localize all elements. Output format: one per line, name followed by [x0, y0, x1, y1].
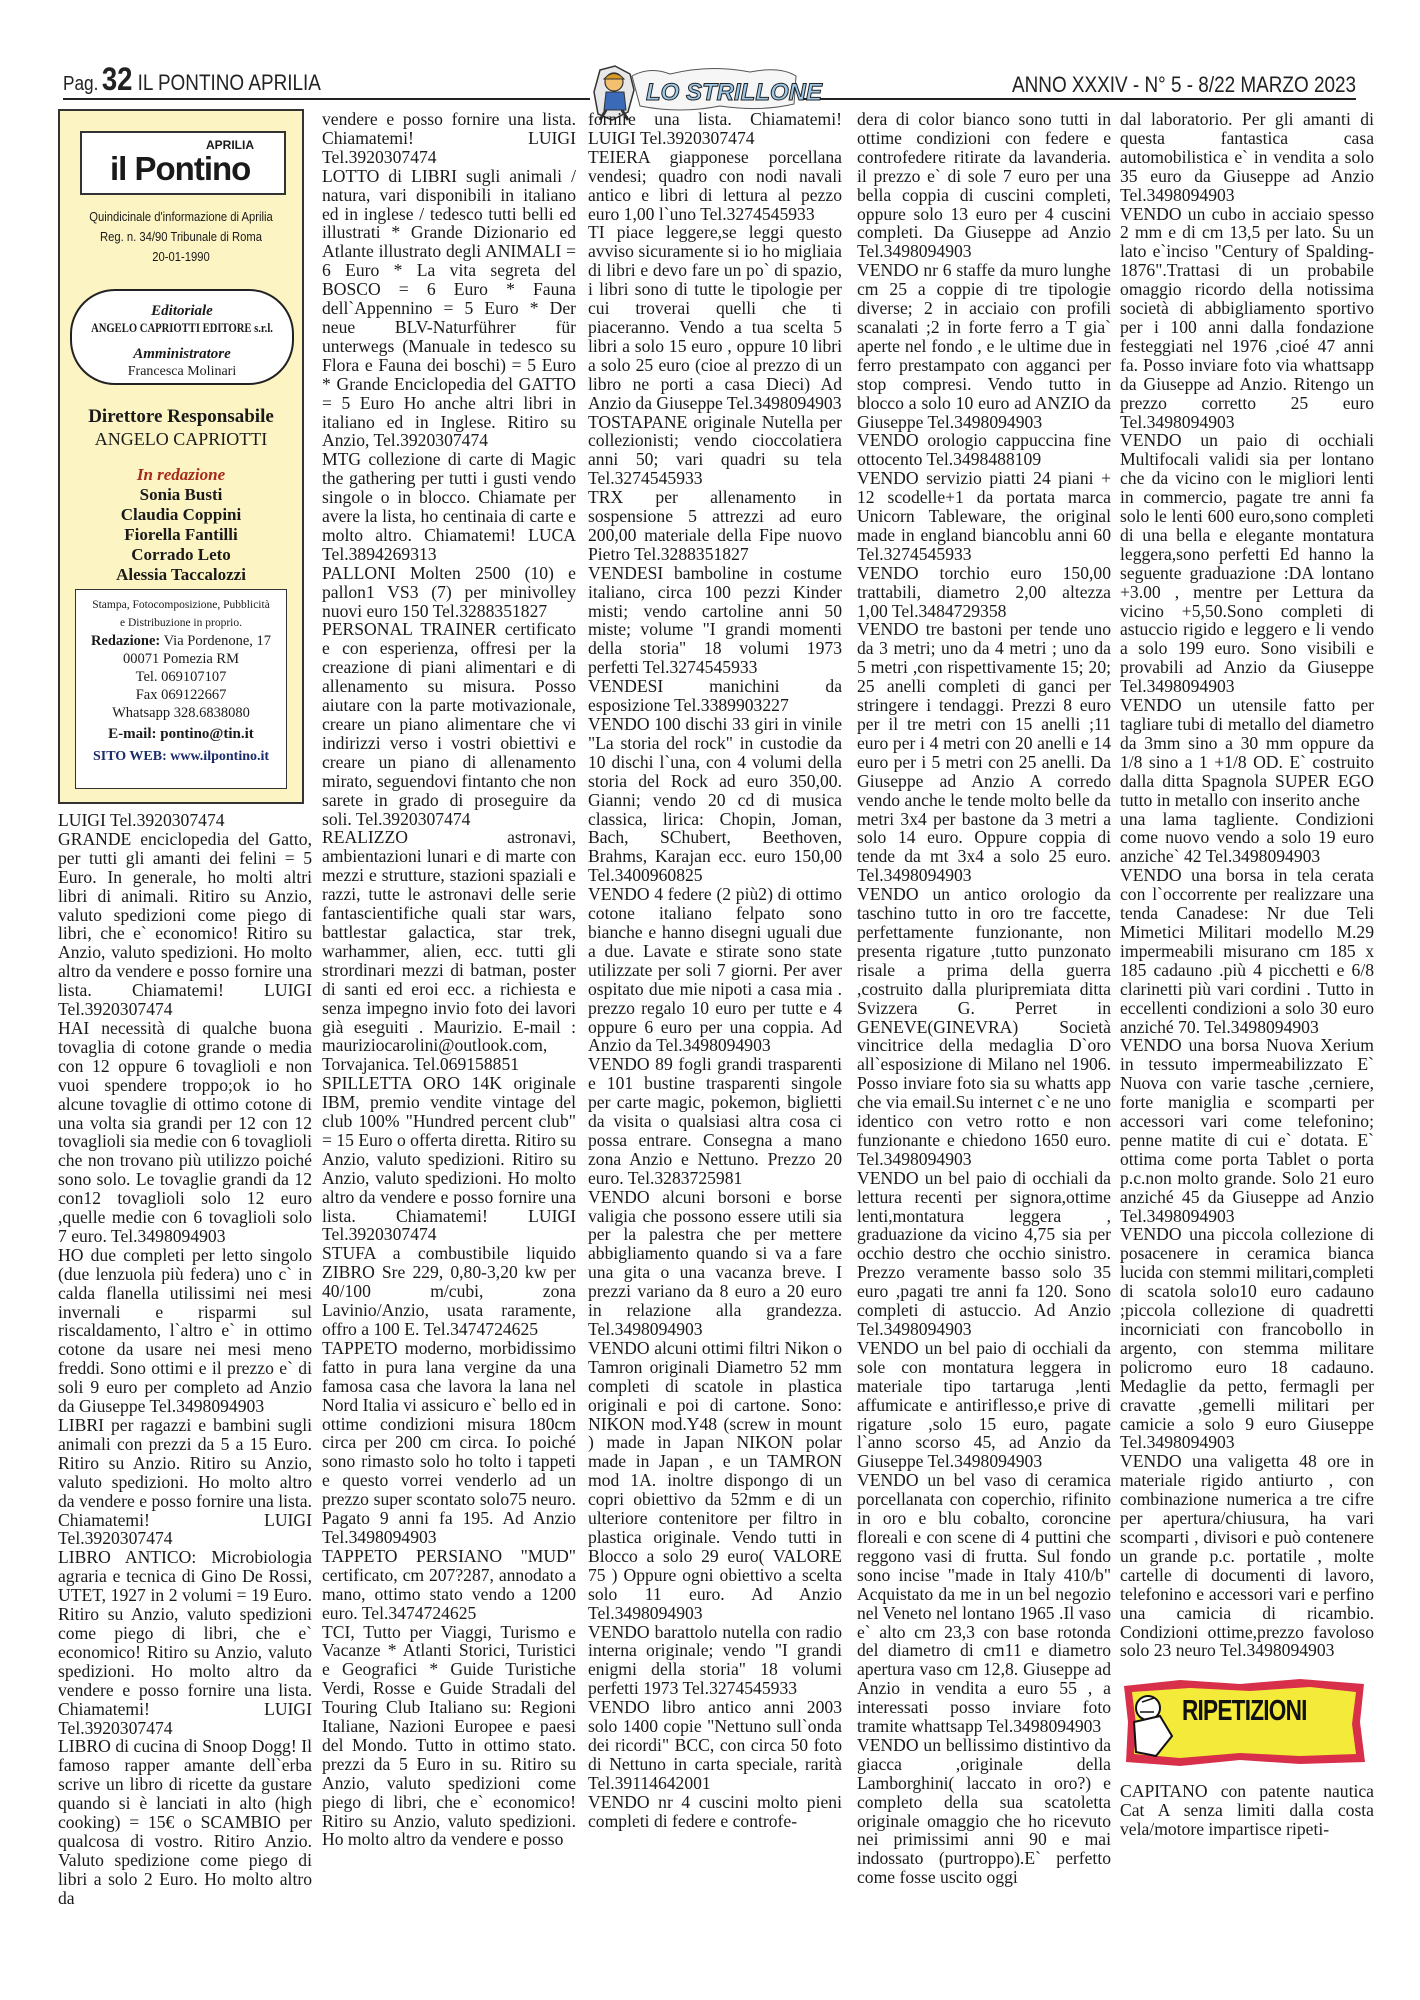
classified-ad: fornire una lista. Chiamatemi! LUIGI Tel.3920307474 [588, 109, 842, 148]
director-label: Direttore Responsabile [88, 406, 274, 427]
publication-name: IL PONTINO APRILIA [137, 70, 321, 95]
newspaper-title-box [80, 131, 286, 195]
classified-ad: VENDO alcuni borsoni e borse valigia che possono essere utili sia per la palestra che per mettere abbigliamento quando si va a fare una gita o una vacanza breve. I prezzi variano da 8 euro a 20 euro in relazione alla grandezza. Tel.3498094903 [588, 1186, 842, 1339]
print-line: e Distribuzione in proprio. [119, 617, 242, 629]
classified-ad: VENDO nr 6 staffe da muro lunghe cm 25 a coppie di tre tipologie diverse; 2 in acciaio con profili scanalati ;2 in forte ferro a T gia` aperte nel fondo , e le ultime due in ferro prestampato con agganci per stop compresi. Vendo tutto in blocco a solo 10 euro ad ANZIO da Giuseppe Tel.3498094903 [857, 260, 1111, 432]
info-line: Quindicinale d'informazione di Aprilia [89, 210, 273, 224]
ripetizioni-label: RIPETIZIONI [1182, 1695, 1307, 1728]
masthead-title: il Pontino [110, 150, 251, 187]
classified-ad: VENDO un cubo in acciaio spesso 2 mm e di cm 13,5 per lato. Su un lato e`inciso "Century of Spalding-1876".Trattasi di un probabile omaggio ricordo della notissima società di abbigliamento sportivo per i 100 anni dalla fondazione festeggiati nel 1976 ,cioé 47 anni fa. Posso inviare foto via whattsapp da Giuseppe ad Anzio. Ritengo un prezzo corretto 25 euro Tel.3498094903 [1120, 203, 1374, 432]
whatsapp: Whatsapp 328.6838080 [112, 705, 250, 721]
classified-ad: dera di color bianco sono tutti in ottime condizioni con federe e controfedere ritirate da lavanderia. il prezzo e` di sole 7 euro per una bella coppia di cuscini completi, oppure solo 13 euro per 4 cuscini completi. Da Giuseppe ad Anzio Tel.3498094903 [857, 109, 1111, 262]
publisher-oval [70, 289, 294, 385]
classified-ad: dal laboratorio. Per gli amanti di questa fantastica casa automobilistica e` in vendita a solo 35 euro da Giuseppe ad Anzio Tel.3498094903 [1120, 109, 1374, 205]
ripetizioni-banner [1120, 1676, 1368, 1768]
admin-label: Amministratore [133, 346, 231, 362]
classified-ad: TCI, Tutto per Viaggi, Turismo e Vacanze * Atlanti Storici, Turistici e Geografici * Guide Turistiche Verdi, Rosse e Guide Stradali del Touring Club Italiano su: Regioni Italiane, Nazioni Europee e paesi del Mondo. Tutto in ottimo stato. prezzi da 5 Euro in su. Ritiro su Anzio, valuto spedizioni come piego di libri, che e` economico! Ritiro su Anzio, valuto spedizioni. Ho molto altro da vendere e posso [322, 1621, 576, 1850]
email-link[interactable]: E-mail: pontino@tin.it [108, 726, 254, 742]
staff-list [60, 485, 302, 585]
classified-ad: HO due completi per letto singolo (due lenzuola più federa) uno c` in calda flanella utilissimi nei mesi invernali e risparmi sul riscaldamento, l`altro e` in ottimo cotone da usare nei mesi meno freddi. Sono ottimi e il prezzo e` di soli 9 euro per completo ad Anzio da Giuseppe Tel.3498094903 [58, 1244, 312, 1417]
classified-ad: TI piace leggere,se leggi questo avviso sicuramente si io ho migliaia di libri e devo fare un po` di spazio, i libri sono di tutte le tipologie per cui troverai quelli che ti piaceranno. Vendo a tua scelta 5 libri a solo 15 euro , oppure 10 libri a solo 25 euro (cioe al prezzo di un libro ne porti a casa Dieci) Ad Anzio da Giuseppe Tel.3498094903 [588, 222, 842, 413]
column-5-ads [1120, 110, 1374, 1660]
masthead-box [58, 109, 304, 804]
staff-member: Sonia Busti [139, 485, 223, 504]
redazione-address: Via Pordenone, 17 [163, 633, 272, 649]
masthead-city: APRILIA [206, 138, 254, 152]
classified-ad: HAI necessità di qualche buona tovaglia di cotone grande o media con 12 oppure 6 tovaglioli e non vuoi spendere troppo;ok io ho alcune tovaglie di ottimo cotone di una volta sia grandi per 12 con 12 tovaglioli sia medie con 6 tovaglioli che non trovano più utilizzo poiché sono solo. Le tovaglie grandi da 12 con12 tovaglioli solo 12 euro ,quelle medie con 6 tovaglioli solo 7 euro. Tel.3498094903 [58, 1017, 312, 1246]
staff-label: In redazione [136, 465, 226, 484]
classified-ad: SPILLETTA ORO 14K originale IBM, premio vendite vintage del club 100% "Hundred percent club" = 15 Euro o offerta diretta. Ritiro su Anzio, valuto spedizioni. Ritiro su Anzio, valuto spedizioni. Ho molto altro da vendere e posso fornire una lista. Chiamatemi! LUIGI Tel.3920307474 [322, 1073, 576, 1245]
column-3 [588, 110, 842, 1830]
staff-member: Corrado Leto [131, 545, 231, 564]
director-name: ANGELO CAPRIOTTI [94, 429, 268, 449]
classified-ad: TOSTAPANE originale Nutella per collezionisti; vendo cioccolatiera anni 50; vari quadri su tela Tel.3274545933 [588, 411, 842, 489]
classified-ad: VENDO 100 dischi 33 giri in vinile "La storia del rock" in custodie da 10 dischi l`una, con 4 volumi della storia del Rock ad euro 350,00. Gianni; vendo 20 cd di musica classica, lirica: Chopin, Joman, Bach, SChubert, Beethoven, Brahms, Karajan ecc. euro 150,00 Tel.3400960825 [588, 714, 842, 886]
column-2 [322, 110, 576, 1849]
admin-name: Francesca Molinari [127, 364, 237, 379]
classified-ad: VENDO orologio cappuccina fine ottocento Tel.3498488109 [857, 430, 1111, 470]
editorial-label: Editoriale [151, 303, 213, 319]
classified-ad: VENDO 89 fogli grandi trasparenti e 101 bustine trasparenti singole per carte magic, pokemon, biglietti da visita o qualsiasi altra cosa ci possa entrare. Consegna a mano zona Anzio e Nettuno. Prezzo 20 euro. Tel.3283725981 [588, 1054, 842, 1188]
editorial-name: ANGELO CAPRIOTTI EDITORE s.r.l. [91, 321, 273, 335]
redazione-label: Redazione: [90, 633, 161, 649]
classified-ad: VENDO un antico orologio da taschino tutto in oro tre faccette, perfettamente funzionante, non presenta rigature ,tutto punzonato risale a prima della guerra ,costruito dalla pluripremiata ditta Svizzera G. Perret in GENEVE(GINEVRA) Società vincitrice della medaglia D`oro all`esposizione di Milano nel 1906. Posso inviare foto sia su whatts app che via email.Su internet c`e ne uno identico con vetro rotto e non funzionante e chiedono 1650 euro. Tel.3498094903 [857, 884, 1111, 1169]
classified-ad: TRX per allenamento in sospensione 5 attrezzi ad euro 200,00 materiale della Fipe nuovo Pietro Tel.3288351827 [588, 487, 842, 564]
classified-ad: REALIZZO astronavi, ambientazioni lunari e di marte con mezzi e strutture, stazioni spaziali e razzi, tutte le astronavi delle serie fantascientifiche quali star wars, battlestar galactica, star trek, warhammer, alien, ecc. tutti gli strordinari mezzi di batman, poster di santi ed eroi ecc. a richiesta e senza impegno invio foto dei lavori già eseguiti . Maurizio. E-mail : mauriziocarolini@outlook.com, Torvajanica. Tel.069158851 [322, 827, 576, 1075]
classified-ad: VENDO un bel paio di occhiali da sole con montatura leggera in materiale tipo tartaruga ,lenti affumicate e antiriflesso,e prive di rigature ,solo 15 euro, pagate l`anno scorso 45, ad Anzio da Giuseppe Tel.3498094903 [857, 1337, 1111, 1472]
classified-ad: LIBRO di cucina di Snoop Dogg! Il famoso rapper amante dell`erba scrive un libro di ricette da gustare quando si è lanciati in alto (high cooking) = 15€ o SCAMBIO per qualcosa di vostro. Ritiro Anzio. Valuto spedizione come piego di libri a solo 2 Euro. Ho molto altro da [58, 1736, 312, 1908]
classified-ad: MTG collezione di carte di Magic the gathering per tutti i gusti vendo singole o in blocco. Chiamate per avere la lista, ho centinaia di carte e molto altro. Chiamatemi! LUCA Tel.3894269313 [322, 449, 576, 564]
info-line: 20-01-1990 [152, 250, 210, 264]
classified-ad: LIBRI per ragazzi e bambini sugli animali con prezzi da 5 a 15 Euro. Ritiro su Anzio. Ritiro su Anzio, valuto spedizioni. Ho molto altro da vendere e posso fornire una lista. Chiamatemi! LUIGI Tel.3920307474 [58, 1415, 312, 1549]
classified-ad: VENDO tre bastoni per tende uno da 3 metri; uno da 4 metri ; uno da 5 metri ,con rispettivamente 15; 20; 25 anelli completi di ganci per stringere i tendaggi. Prezzi 8 euro per il tre metri con 15 anelli ;11 euro per i 4 metri con 20 anelli e 14 euro per i 5 metri con 25 anelli. Da Giuseppe ad Anzio A corredo vendo anche le tende molto belle da metri 3x4 per bastone da 3 metri a solo 14 euro. Oppure coppia di tende da mt 3x4 a solo 25 euro. Tel.3498094903 [857, 619, 1111, 886]
column-5 [1120, 110, 1374, 1839]
classified-ad: LOTTO di LIBRI sugli animali / natura, vari disponibili in italiano ed in inglese / tedesco tutti belli ed illustrati * Grande Dizionario ed Atlante illustrato degli ANIMALI = 6 Euro * La vita segreta del BOSCO = 6 Euro * Fauna dell`Appennino = 5 Euro * Der neue BLV-Naturführer für unterwegs (Manuale in tedesco su Flora e Fauna dei boschi) = 5 Euro * Grande Enciclopedia del GATTO = 5 Euro Ho anche altri libri in italiano ed in Inglese. Ritiro su Anzio, Tel.3920307474 [322, 165, 576, 451]
director-block [60, 405, 302, 451]
classified-ad: VENDESI bamboline in costume italiano, circa 100 pezzi Kinder misti; vendo cartoline anni 50 miste; volume "I grandi momenti della storia" 18 volumi 1973 perfetti Tel.3274545933 [588, 562, 842, 678]
classified-ad: TAPPETO PERSIANO "MUD" certificato, cm 207?287, annodato a mano, ottimo stato vendo a 1200 euro. Tel.3474724625 [322, 1545, 576, 1623]
registration-info [72, 207, 290, 267]
classified-ad: LUIGI Tel.3920307474 [58, 810, 225, 830]
city-line: 00071 Pomezia RM [123, 651, 239, 667]
website-link[interactable]: SITO WEB: www.ilpontino.it [92, 749, 270, 764]
contacts-box [75, 589, 287, 789]
classified-ad: VENDO una piccola collezione di posacenere in ceramica bianca lucida con stemmi militari,completi di scatola solo10 euro cadauno ;piccola collezione di quadretti incorniciati con francobollo in argento, con stemma militare policromo euro 18 cadauno. Medaglie da petto, fermagli per cravatte ,gemelli militari per camicie a solo 9 euro Giuseppe Tel.3498094903 [1120, 1224, 1374, 1453]
classified-ad: VENDO libro antico anni 2003 solo 1400 copie "Nettuno sull`onda dei ricordi" BCC, con circa 50 foto di Nettuno in carta speciale, rarità Tel.39114642001 [588, 1697, 842, 1793]
fax: Fax 069122667 [135, 687, 227, 703]
classified-ad: VENDO una valigetta 48 ore in materiale rigido antiurto , con combinazione numerica a tre cifre per apertura/chiusura, ha vari scomparti , divisori e può contenere un grande p.c. portatile , molte cartelle di documenti di lavoro, telefonino e accessori vari e perfino una camicia di ricambio. Condizioni ottime,prezzo favoloso solo 23 neuro Tel.3498094903 [1120, 1451, 1374, 1661]
classified-ad: TAPPETO moderno, morbidissimo fatto in pura lana vergine da una famosa casa che lavora la lana nel Nord Italia vi assicuro e` bello ed in ottime condizioni misura 180cm circa per 200 cm circa. Io poiché sono rimasto solo ho tolto i tappeti e questo vorrei venderlo ad un prezzo super scontato solo75 neuro. Pagato 9 anni fa 195. Ad Anzio Tel.3498094903 [322, 1337, 576, 1547]
classified-ad: VENDO servizio piatti 24 piani + 12 scodelle+1 da portata marca Unicorn Tableware, the original made in england biancoblu anni 60 Tel.3274545933 [857, 468, 1111, 564]
classified-ad: VENDO un bellissimo distintivo da giacca ,originale della Lamborghini( laccato in oro?) e completo della sua scatoletta originale omaggio che ho ricevuto nei primissimi anni 90 e mai indossato (purtroppo).E` perfetto come fosse uscito oggi [857, 1734, 1111, 1888]
classified-ad: VENDO un paio di occhiali Multifocali validi sia per lontano che da vicino con le migliori lenti in commercio, pagate tre anni fa solo le lenti 600 euro,sono completi di una bella e elegante montatura leggera,sono perfetti Ed hanno la seguente graduazione :DA lontano +3.00 , mentre per Lettura da vicino +5,50.Sono completi di astuccio rigido e leggero e li vendo a solo 199 euro. Sono visibili e provabili ad Anzio da Giuseppe Tel.3498094903 [1120, 430, 1374, 697]
classified-ad: VENDO alcuni ottimi filtri Nikon o Tamron originali Diametro 52 mm completi di scatole in plastica originali e poi di cartone. Sono: NIKON mod.Y48 (screw in mount ) made in Japan NIKON polar made in Japan , e un TAMRON mod 1A. inoltre dispongo di un copri obiettivo da 52mm e di un ulteriore contenitore per filtro in plastica originale. Vendo tutti in Blocco a solo 29 euro( VALORE 75 ) Oppure ogni obiettivo a scelta solo 11 euro. Ad Anzio Tel.3498094903 [588, 1337, 842, 1623]
classified-ad: VENDO un utensile fatto per tagliare tubi di metallo del diametro da 3mm sino a 30 mm oppure da 1/8 sino a 1 +1/8 OD. E` costruito dalla ditta Spagnola SUPER EGO tutto in metallo con inserito anche [1120, 695, 1374, 810]
page-number: 32 [101, 61, 133, 97]
classified-ad: VENDO una borsa in tela cerata con l`occorrente per realizzare una tenda Canadese: Nr due Teli Mimetici Militari modello M.29 impermeabili misurano cm 185 x 185 cadauno .più 4 picchetti e 6/8 clarinetti più vari cordini . Tutto in eccellenti condizioni a solo 30 euro anziché 70. Tel.3498094903 [1120, 865, 1374, 1037]
classified-ad: VENDO un bel paio di occhiali da lettura recenti per signora,ottime lenti,montatura leggera , graduazione da vicino 4,75 sia per occhio destro che occhio sinistro. Prezzo veramente basso solo 35 euro ,pagati tre anni fa 120. Sono completi di astuccio. Ad Anzio Tel.3498094903 [857, 1167, 1111, 1339]
classified-ad: CAPITANO con patente nautica Cat A senza limiti dalla costa vela/motore impartisce ripeti- [1120, 1781, 1374, 1840]
classified-ad: VENDO un bel vaso di ceramica porcellanata con coperchio, rifinito in oro e blu cobalto, coroncine floreali e con scene di 4 puttini che reggono vasi di frutta. Sul fondo sono incise "made in Italy 410/b" Acquistato da me in un bel negozio nel Veneto nel lontano 1965 .Il vaso e` alto cm 23,3 con base rotonda del diametro di cm11 e diametro apertura vaso cm 12,8. Giuseppe ad Anzio in vendita a euro 55 , a interessati posso inviare foto tramite whattsapp Tel.3498094903 [857, 1470, 1111, 1737]
classified-ad: VENDO una borsa Nuova Xerium in tessuto impermeabilizzato E` Nuova con varie tasche ,cerniere, forte maniglia e scomparti per accessori vari come telefonino; penne matite di cui e` dotata. E` ottima come porta Tablet o porta p.c.non molto grande. Solo 21 euro anziché 45 da Giuseppe ad Anzio Tel.3498094903 [1120, 1035, 1374, 1226]
staff-member: Alessia Taccalozzi [116, 565, 246, 584]
classified-ad: PALLONI Molten 2500 (10) e pallon1 VS3 (7) per minivolley nuovi euro 150 Tel.3288351827 [322, 562, 576, 621]
phone: Tel. 069107107 [135, 669, 227, 685]
issue-info: ANNO XXXIV - N° 5 - 8/22 MARZO 2023 [1011, 72, 1356, 97]
staff-member: Fiorella Fantilli [124, 525, 238, 544]
classified-ad: VENDESI manichini da esposizione Tel.3389903227 [588, 676, 842, 716]
classified-ad: STUFA a combustibile liquido ZIBRO Sre 229, 0,80-3,20 kw per 40/100 m/cubi, zona Lavinio/Anzio, usata raramente, offro a 100 E. Tel.3474724625 [322, 1243, 576, 1339]
classified-ad: GRANDE enciclopedia del Gatto, per tutti gli amanti dei felini = 5 Euro. In generale, ho molti altri libri di animali. Ritiro su Anzio, valuto spedizioni come piego di libri, che e` economico! Ritiro su Anzio, valuto spedizioni. Ho molto altro da vendere e posso fornire una lista. Chiamatemi! LUIGI Tel.3920307474 [58, 828, 312, 1020]
logo-wordmark: LO STRILLONE [646, 79, 822, 106]
staff-member: Claudia Coppini [120, 505, 242, 524]
classified-ad: LIBRO ANTICO: Microbiologia agraria e tecnica di Gino De Rossi, UTET, 1927 in 2 volumi = 19 Euro. Ritiro su Anzio, valuto spedizioni come piego di libri, che e` economico! Ritiro su Anzio, valuto spedizioni. Ho molto altro da vendere e posso fornire una lista. Chiamatemi! LUIGI Tel.3920307474 [58, 1547, 312, 1738]
classified-ad: VENDO 4 federe (2 più2) di ottimo cotone italiano felpato sono bianche e hanno disegni uguali due a due. Lavate e stirate sono state utilizzate per soli 7 giorni. Per aver ospitato due mie nipoti a casa mia . prezzo regalo 10 euro per tutte e 4 oppure 6 euro per una coppia. Ad Anzio da Tel.3498094903 [588, 884, 842, 1056]
column-4 [857, 110, 1111, 1887]
classified-ad: VENDO nr 4 cuscini molto pieni completi di federe e controfe- [588, 1791, 842, 1831]
classified-ad: una lama tagliente. Condizioni come nuovo vendo a solo 19 euro anziche` 42 Tel.3498094903 [1120, 808, 1374, 867]
print-line: Stampa, Fotocomposizione, Pubblicità [92, 599, 270, 611]
info-line: Reg. n. 34/90 Tribunale di Roma [100, 230, 262, 244]
classified-ad: TEIERA giapponese porcellana vendesi; quadro con nodi navali antico e libri di lettura al pezzo euro 1,00 l`uno Tel.3274545933 [588, 146, 842, 224]
classified-ad: VENDO torchio euro 150,00 trattabili, diametro 2,00 altezza 1,00 Tel.3484729358 [857, 562, 1111, 621]
column-5-tutoring-ads [1120, 1782, 1374, 1839]
header-left [63, 61, 321, 98]
classified-ad: VENDO barattolo nutella con radio interna originale; vendo "I grandi enigmi della storia" 18 volumi perfetti 1973 Tel.3274545933 [588, 1621, 842, 1699]
column-1 [58, 811, 312, 1908]
classified-ad: vendere e posso fornire una lista. Chiamatemi! LUIGI Tel.3920307474 [322, 109, 576, 167]
page-label: Pag. [63, 73, 99, 95]
classified-ad: PERSONAL TRAINER certificato e con esperienza, offresi per la creazione di piani alimentari e di allenamento su misura. Posso aiutare con la parte motivazionale, creare un piano alimentare che vi indirizzi verso i vostri obiettivi e creare un piano di allenamento mirato, seguendovi fintanto che non sarete in grado di proseguire da soli. Tel.3920307474 [322, 619, 576, 829]
